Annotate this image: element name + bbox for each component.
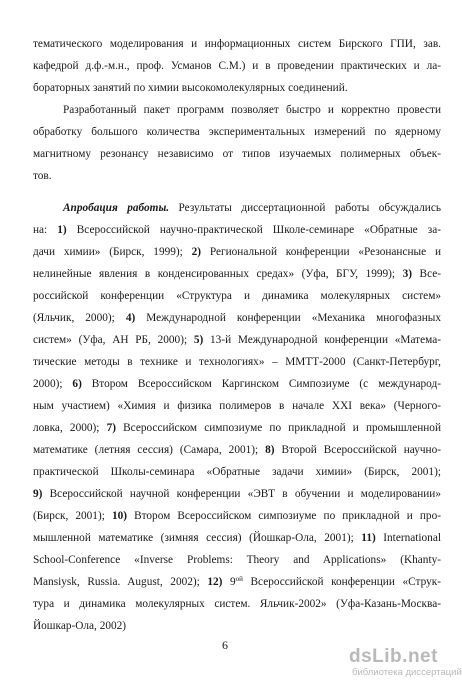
text-line: (Яльчик, 2000); 4) Международной конференции «Механика многофазных	[33, 312, 441, 324]
item-number: 5)	[193, 334, 204, 346]
text-line: Йошкар-Ола, 2002)	[33, 620, 127, 632]
item-number: 4)	[125, 312, 136, 324]
item-number: 6)	[72, 378, 82, 390]
approbation-heading: Апробация работы.	[63, 202, 170, 214]
text-line: (Бирск, 2001); 10) Втором Всероссийском симпозиуме по прикладной и про-	[33, 510, 441, 522]
item-number: 7)	[106, 422, 116, 434]
text-line: School-Conference «Inverse Problems: Theory and Applications» (Khanty-	[33, 554, 441, 566]
text-line: систем» (Уфа, АН РБ, 2000); 5) 13-й Международной конференции «Матема-	[33, 334, 441, 346]
approbation-first-line: Апробация работы. Результаты диссертационной работы обсуждались	[63, 202, 441, 214]
text-line: дачи химии» (Бирск, 1999); 2) Региональной конференции «Резонансные и	[33, 246, 441, 258]
text-line: ным участием) «Химия и физика полимеров в начале XXI века» (Черного-	[33, 400, 441, 412]
text-line: 9) Всероссийской научной конференции «ЭВТ в обучении и моделировании»	[33, 488, 441, 500]
watermark-caption: библиотека диссертаций	[352, 667, 462, 678]
text-line: обработку большого количества экспериментальных измерений по ядерному	[33, 126, 441, 138]
text-line: бораторных занятий по химии высокомолекулярных соединений.	[33, 82, 348, 94]
text-line: ловка, 2000); 7) Всероссийском симпозиуме по прикладной и промышленной	[33, 422, 441, 434]
item-number: 1)	[57, 224, 67, 236]
page-number: 6	[222, 638, 228, 652]
item-number: 2)	[191, 246, 202, 258]
text-line: российской конференции «Структура и динамика молекулярных систем»	[33, 290, 441, 302]
item-number: 12)	[207, 576, 223, 588]
item-number: 3)	[402, 268, 413, 280]
item-number: 8)	[265, 444, 275, 456]
text-line: Mansiysk, Russia. August, 2002); 12) $9^{ой}$ Всероссийской конференции «Струк-	[33, 575, 441, 588]
text-line: математике (летняя сессия) (Самара, 2001); 8) Второй Всероссийской научно-	[33, 444, 441, 456]
text-line: практической Школы-семинара «Обратные задачи химии» (Бирск, 2001);	[33, 466, 441, 478]
text-line: Разработанный пакет программ позволяет быстро и корректно провести	[63, 104, 441, 116]
text-line: мышленной математике (зимняя сессия) (Йошкар-Ола, 2001); 11) International	[33, 532, 441, 544]
text-line: магнитному резонансу независимо от типов изучаемых полимерных объек-	[33, 148, 441, 160]
text-line: 2000); 6) Втором Всероссийском Каргинском Симпозиуме (с международ-	[33, 378, 441, 390]
watermark-logo: dsLib.net	[349, 646, 438, 667]
item-number: 9)	[33, 488, 43, 500]
item-number: 10)	[111, 510, 127, 522]
text-line: тов.	[33, 170, 52, 182]
text-line: кафедрой д.ф.-м.н., проф. Усманов С.М.) и в проведении практических и ла-	[33, 60, 441, 72]
text-line: нелинейные явления в конденсированных средах» (Уфа, БГУ, 1999); 3) Все-	[33, 268, 441, 280]
text-line: тура и динамика молекулярных систем. Яльчик-2002» (Уфа-Казань-Москва-	[33, 598, 441, 610]
text-line: тические методы в технике и технологиях» – ММТТ-2000 (Санкт-Петербург,	[33, 356, 441, 368]
text-line: тематического моделирования и информационных систем Бирского ГПИ, зав.	[33, 38, 441, 50]
item-number: 11)	[361, 532, 376, 544]
text-line: на: 1) Всероссийской научно-практической Школе-семинаре «Обратные за-	[33, 224, 441, 236]
